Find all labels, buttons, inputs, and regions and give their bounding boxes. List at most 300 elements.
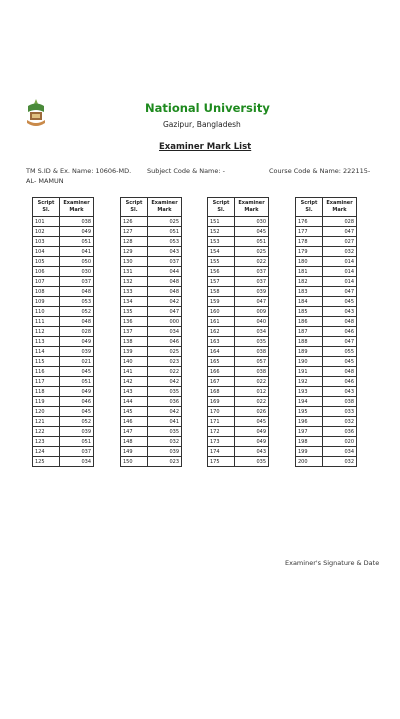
table-row <box>208 227 269 237</box>
examiner-mark: 037 <box>235 277 269 287</box>
examiner-mark: 009 <box>235 307 269 317</box>
script-serial: 180 <box>296 257 323 267</box>
script-serial: 119 <box>33 397 60 407</box>
examiner-mark: 035 <box>235 457 269 467</box>
examiner-mark: 046 <box>323 377 357 387</box>
examiner-id-name: TM S.ID & Ex. Name: 10606-MD. <box>26 167 132 175</box>
examiner-mark: 042 <box>148 297 182 307</box>
script-serial: 107 <box>33 277 60 287</box>
script-serial: 190 <box>296 357 323 367</box>
script-serial: 118 <box>33 387 60 397</box>
examiner-mark: 047 <box>148 307 182 317</box>
examiner-mark: 034 <box>148 327 182 337</box>
script-serial: 115 <box>33 357 60 367</box>
examiner-mark: 032 <box>148 437 182 447</box>
script-serial: 186 <box>296 317 323 327</box>
script-serial: 157 <box>208 277 235 287</box>
script-serial: 108 <box>33 287 60 297</box>
examiner-mark: 014 <box>323 257 357 267</box>
script-serial: 198 <box>296 437 323 447</box>
examiner-mark: 038 <box>60 217 94 227</box>
table-row <box>121 387 182 397</box>
table-row <box>121 407 182 417</box>
examiner-mark: 022 <box>235 397 269 407</box>
script-serial: 124 <box>33 447 60 457</box>
table-row <box>33 267 94 277</box>
examiner-mark: 037 <box>148 257 182 267</box>
script-serial: 114 <box>33 347 60 357</box>
examiner-mark: 041 <box>60 247 94 257</box>
examiner-mark: 045 <box>235 227 269 237</box>
examiner-mark: 051 <box>148 227 182 237</box>
examiner-mark: 037 <box>60 447 94 457</box>
examiner-mark: 048 <box>148 277 182 287</box>
examiner-mark: 045 <box>323 297 357 307</box>
script-serial: 128 <box>121 237 148 247</box>
script-serial: 127 <box>121 227 148 237</box>
examiner-mark: 012 <box>235 387 269 397</box>
script-serial: 140 <box>121 357 148 367</box>
table-row <box>208 327 269 337</box>
table-row <box>121 357 182 367</box>
table-row <box>33 447 94 457</box>
script-serial: 132 <box>121 277 148 287</box>
script-serial: 176 <box>296 217 323 227</box>
script-sl-header: Script Sl. <box>208 198 235 217</box>
examiner-mark: 039 <box>148 447 182 457</box>
table-row <box>33 287 94 297</box>
script-serial: 161 <box>208 317 235 327</box>
script-serial: 130 <box>121 257 148 267</box>
table-row <box>121 267 182 277</box>
table-row <box>296 357 357 367</box>
table-row <box>121 337 182 347</box>
table-row <box>296 327 357 337</box>
examiner-mark: 057 <box>235 357 269 367</box>
table-row <box>296 377 357 387</box>
examiner-mark: 014 <box>323 277 357 287</box>
mark-table-1 <box>32 197 94 467</box>
table-row <box>33 297 94 307</box>
table-row <box>208 267 269 277</box>
table-row <box>121 457 182 467</box>
examiner-mark: 049 <box>60 227 94 237</box>
script-serial: 103 <box>33 237 60 247</box>
examiner-mark: 046 <box>323 327 357 337</box>
table-row <box>121 307 182 317</box>
script-serial: 104 <box>33 247 60 257</box>
examiner-mark: 049 <box>235 427 269 437</box>
script-serial: 121 <box>33 417 60 427</box>
script-serial: 113 <box>33 337 60 347</box>
examiner-mark: 055 <box>323 347 357 357</box>
table-row <box>296 447 357 457</box>
examiner-mark: 046 <box>60 397 94 407</box>
table-row <box>208 247 269 257</box>
script-serial: 147 <box>121 427 148 437</box>
table-row <box>33 337 94 347</box>
examiner-mark: 048 <box>323 317 357 327</box>
examiner-mark: 038 <box>235 347 269 357</box>
examiner-mark-header: Examiner Mark <box>60 198 94 217</box>
university-logo <box>24 98 48 130</box>
script-serial: 109 <box>33 297 60 307</box>
table-row <box>296 427 357 437</box>
examiner-mark: 034 <box>323 447 357 457</box>
table-row <box>33 367 94 377</box>
examiner-mark: 034 <box>235 327 269 337</box>
table-row <box>208 377 269 387</box>
script-serial: 160 <box>208 307 235 317</box>
examiner-mark: 049 <box>235 437 269 447</box>
script-serial: 187 <box>296 327 323 337</box>
table-row <box>121 257 182 267</box>
examiner-mark: 046 <box>148 337 182 347</box>
table-row <box>121 437 182 447</box>
table-row <box>296 457 357 467</box>
examiner-mark: 048 <box>60 317 94 327</box>
examiner-mark: 043 <box>323 307 357 317</box>
table-row <box>33 387 94 397</box>
examiner-mark: 049 <box>60 337 94 347</box>
examiner-mark: 035 <box>148 387 182 397</box>
script-serial: 166 <box>208 367 235 377</box>
script-serial: 194 <box>296 397 323 407</box>
script-serial: 106 <box>33 267 60 277</box>
script-serial: 126 <box>121 217 148 227</box>
examiner-mark: 051 <box>60 437 94 447</box>
table-row <box>33 257 94 267</box>
table-row <box>296 437 357 447</box>
table-row <box>33 407 94 417</box>
examiner-mark: 035 <box>148 427 182 437</box>
script-serial: 184 <box>296 297 323 307</box>
examiner-mark: 038 <box>323 397 357 407</box>
examiner-mark: 021 <box>60 357 94 367</box>
script-serial: 170 <box>208 407 235 417</box>
script-serial: 141 <box>121 367 148 377</box>
script-serial: 134 <box>121 297 148 307</box>
script-serial: 171 <box>208 417 235 427</box>
table-row <box>208 237 269 247</box>
examiner-mark: 051 <box>60 237 94 247</box>
script-serial: 133 <box>121 287 148 297</box>
examiner-mark: 051 <box>235 237 269 247</box>
mark-table-3 <box>207 197 269 467</box>
script-serial: 181 <box>296 267 323 277</box>
university-name: National University <box>145 101 270 115</box>
table-row <box>33 277 94 287</box>
table-row <box>296 417 357 427</box>
table-row <box>208 367 269 377</box>
script-serial: 173 <box>208 437 235 447</box>
examiner-mark: 039 <box>60 347 94 357</box>
table-row <box>33 437 94 447</box>
examiner-mark: 045 <box>60 367 94 377</box>
examiner-mark: 036 <box>323 427 357 437</box>
table-row <box>296 397 357 407</box>
script-serial: 174 <box>208 447 235 457</box>
script-serial: 182 <box>296 277 323 287</box>
examiner-mark: 042 <box>148 407 182 417</box>
examiner-mark-header: Examiner Mark <box>148 198 182 217</box>
table-row <box>296 317 357 327</box>
script-serial: 101 <box>33 217 60 227</box>
table-row <box>208 437 269 447</box>
examiner-mark: 023 <box>148 357 182 367</box>
script-serial: 199 <box>296 447 323 457</box>
examiner-mark: 030 <box>60 267 94 277</box>
script-serial: 110 <box>33 307 60 317</box>
examiner-mark: 028 <box>323 217 357 227</box>
examiner-mark: 022 <box>235 377 269 387</box>
examiner-mark: 040 <box>235 317 269 327</box>
table-row <box>121 247 182 257</box>
script-serial: 145 <box>121 407 148 417</box>
table-row <box>296 407 357 417</box>
script-sl-header: Script Sl. <box>33 198 60 217</box>
script-serial: 120 <box>33 407 60 417</box>
table-row <box>208 277 269 287</box>
table-header-row <box>296 198 357 217</box>
table-row <box>33 457 94 467</box>
script-serial: 183 <box>296 287 323 297</box>
script-serial: 151 <box>208 217 235 227</box>
examiner-mark: 000 <box>148 317 182 327</box>
examiner-mark: 045 <box>60 407 94 417</box>
script-sl-header: Script Sl. <box>296 198 323 217</box>
examiner-mark: 052 <box>60 307 94 317</box>
table-row <box>208 287 269 297</box>
script-serial: 163 <box>208 337 235 347</box>
mark-table-4 <box>295 197 357 467</box>
examiner-mark: 020 <box>323 437 357 447</box>
script-serial: 169 <box>208 397 235 407</box>
script-serial: 129 <box>121 247 148 257</box>
examiner-mark: 014 <box>323 267 357 277</box>
table-row <box>296 307 357 317</box>
table-row <box>296 297 357 307</box>
examiner-mark: 039 <box>235 287 269 297</box>
table-row <box>33 227 94 237</box>
examiner-mark: 041 <box>148 417 182 427</box>
script-serial: 164 <box>208 347 235 357</box>
script-serial: 142 <box>121 377 148 387</box>
table-row <box>208 457 269 467</box>
examiner-mark: 039 <box>60 427 94 437</box>
university-location: Gazipur, Bangladesh <box>163 120 241 129</box>
script-serial: 143 <box>121 387 148 397</box>
table-row <box>208 347 269 357</box>
script-serial: 138 <box>121 337 148 347</box>
examiner-mark: 048 <box>148 287 182 297</box>
examiner-mark: 026 <box>235 407 269 417</box>
script-serial: 148 <box>121 437 148 447</box>
examiner-mark: 030 <box>235 217 269 227</box>
script-serial: 111 <box>33 317 60 327</box>
script-serial: 137 <box>121 327 148 337</box>
table-row <box>33 417 94 427</box>
table-row <box>208 407 269 417</box>
subject-code-name: Subject Code & Name: - <box>147 167 225 175</box>
script-serial: 185 <box>296 307 323 317</box>
table-row <box>33 347 94 357</box>
examiner-mark: 043 <box>323 387 357 397</box>
table-row <box>121 347 182 357</box>
table-row <box>296 247 357 257</box>
table-row <box>33 307 94 317</box>
table-row <box>296 237 357 247</box>
examiner-mark: 032 <box>323 417 357 427</box>
examiner-mark: 025 <box>235 247 269 257</box>
script-serial: 150 <box>121 457 148 467</box>
script-serial: 193 <box>296 387 323 397</box>
table-header-row <box>33 198 94 217</box>
script-serial: 153 <box>208 237 235 247</box>
script-serial: 196 <box>296 417 323 427</box>
table-row <box>296 387 357 397</box>
table-row <box>208 357 269 367</box>
examiner-mark: 047 <box>323 337 357 347</box>
table-header-row <box>121 198 182 217</box>
table-row <box>33 237 94 247</box>
document-title: Examiner Mark List <box>159 142 252 152</box>
mark-table-2 <box>120 197 182 467</box>
table-row <box>33 357 94 367</box>
examiner-mark: 044 <box>148 267 182 277</box>
script-serial: 177 <box>296 227 323 237</box>
script-serial: 191 <box>296 367 323 377</box>
script-serial: 200 <box>296 457 323 467</box>
examiner-mark: 035 <box>235 337 269 347</box>
table-row <box>208 317 269 327</box>
table-row <box>208 417 269 427</box>
script-serial: 144 <box>121 397 148 407</box>
table-row <box>121 227 182 237</box>
script-serial: 162 <box>208 327 235 337</box>
script-serial: 152 <box>208 227 235 237</box>
examiner-mark: 051 <box>60 377 94 387</box>
script-serial: 195 <box>296 407 323 417</box>
table-row <box>121 317 182 327</box>
table-row <box>33 317 94 327</box>
table-row <box>121 297 182 307</box>
table-header-row <box>208 198 269 217</box>
examiner-mark: 036 <box>148 397 182 407</box>
examiner-mark: 045 <box>323 357 357 367</box>
examiner-mark: 047 <box>235 297 269 307</box>
table-row <box>296 257 357 267</box>
examiner-mark: 038 <box>235 367 269 377</box>
script-serial: 179 <box>296 247 323 257</box>
table-row <box>296 227 357 237</box>
examiner-mark: 023 <box>148 457 182 467</box>
examiner-mark: 025 <box>148 347 182 357</box>
table-row <box>121 277 182 287</box>
examiner-mark-header: Examiner Mark <box>323 198 357 217</box>
script-serial: 125 <box>33 457 60 467</box>
script-serial: 116 <box>33 367 60 377</box>
table-row <box>208 447 269 457</box>
script-serial: 154 <box>208 247 235 257</box>
examiner-mark: 032 <box>323 457 357 467</box>
examiner-mark: 049 <box>60 387 94 397</box>
script-serial: 188 <box>296 337 323 347</box>
examiner-mark: 022 <box>148 367 182 377</box>
script-serial: 165 <box>208 357 235 367</box>
examiner-mark: 042 <box>148 377 182 387</box>
script-serial: 172 <box>208 427 235 437</box>
table-row <box>296 347 357 357</box>
examiner-mark: 050 <box>60 257 94 267</box>
script-serial: 131 <box>121 267 148 277</box>
script-serial: 159 <box>208 297 235 307</box>
examiner-mark: 025 <box>148 217 182 227</box>
table-row <box>121 327 182 337</box>
script-serial: 112 <box>33 327 60 337</box>
table-row <box>33 397 94 407</box>
examiner-mark: 053 <box>60 297 94 307</box>
script-serial: 175 <box>208 457 235 467</box>
table-row <box>121 397 182 407</box>
table-row <box>33 327 94 337</box>
table-row <box>121 367 182 377</box>
examiner-id-name-continued: AL- MAMUN <box>26 177 64 185</box>
table-row <box>208 337 269 347</box>
script-serial: 122 <box>33 427 60 437</box>
script-serial: 192 <box>296 377 323 387</box>
course-code-name: Course Code & Name: 222115- <box>269 167 371 175</box>
table-row <box>296 277 357 287</box>
examiner-mark: 034 <box>60 457 94 467</box>
table-row <box>121 377 182 387</box>
script-serial: 197 <box>296 427 323 437</box>
script-serial: 146 <box>121 417 148 427</box>
table-row <box>121 447 182 457</box>
table-row <box>121 217 182 227</box>
script-serial: 105 <box>33 257 60 267</box>
table-row <box>121 237 182 247</box>
examiner-mark: 048 <box>60 287 94 297</box>
script-serial: 102 <box>33 227 60 237</box>
script-serial: 156 <box>208 267 235 277</box>
script-serial: 123 <box>33 437 60 447</box>
script-serial: 139 <box>121 347 148 357</box>
table-row <box>208 297 269 307</box>
script-serial: 135 <box>121 307 148 317</box>
examiner-mark: 033 <box>323 407 357 417</box>
script-serial: 149 <box>121 447 148 457</box>
script-serial: 167 <box>208 377 235 387</box>
script-serial: 178 <box>296 237 323 247</box>
table-row <box>296 337 357 347</box>
examiner-mark: 047 <box>323 227 357 237</box>
script-serial: 168 <box>208 387 235 397</box>
table-row <box>208 307 269 317</box>
script-sl-header: Script Sl. <box>121 198 148 217</box>
examiner-mark: 043 <box>235 447 269 457</box>
table-row <box>208 387 269 397</box>
examiner-mark: 027 <box>323 237 357 247</box>
table-row <box>208 257 269 267</box>
examiner-mark: 022 <box>235 257 269 267</box>
examiner-mark: 048 <box>323 367 357 377</box>
table-row <box>33 217 94 227</box>
script-serial: 189 <box>296 347 323 357</box>
table-row <box>296 217 357 227</box>
table-row <box>121 427 182 437</box>
examiner-mark: 047 <box>323 287 357 297</box>
